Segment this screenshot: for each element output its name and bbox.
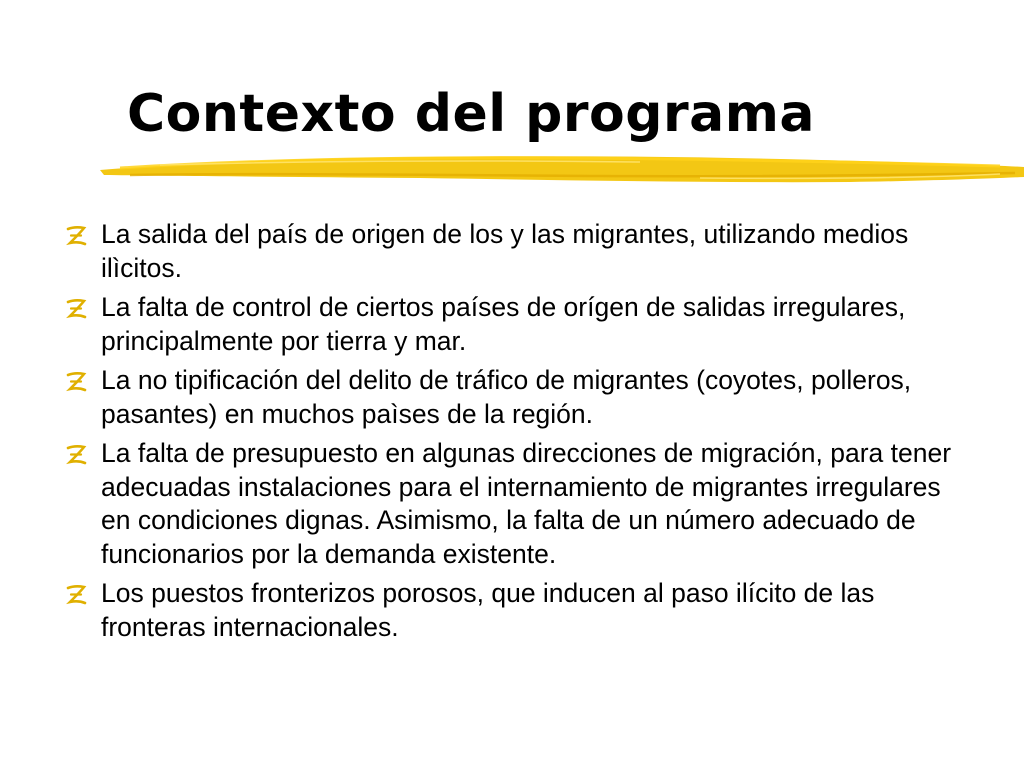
bullet-item (64, 437, 969, 571)
bullet-item (64, 577, 969, 644)
bullet-text: La falta de presupuesto en algunas direcciones de migración, para tener adecuadas instalaciones para el internamiento de migrantes irregulares en condiciones dignas. Asimismo, la falta de un número adecuado de funcionarios por la demanda existente. (101, 438, 952, 569)
bullet-text: La falta de control de ciertos países de orígen de salidas irregulares, principalmente por tierra y mar. (101, 292, 906, 356)
bullet-list (64, 218, 969, 650)
z-swirl-bullet-icon (64, 291, 92, 324)
z-swirl-bullet-icon (64, 437, 92, 470)
brush-underline-decoration (100, 148, 1024, 188)
bullet-item (64, 291, 969, 358)
bullet-text: La no tipificación del delito de tráfico de migrantes (coyotes, polleros, pasantes) en muchos paìses de la región. (101, 365, 912, 429)
bullet-text: La salida del país de origen de los y las migrantes, utilizando medios ilìcitos. (101, 219, 909, 283)
bullet-text: Los puestos fronterizos porosos, que inducen al paso ilícito de las fronteras internacionales. (101, 578, 875, 642)
slide-title: Contexto del programa (127, 84, 815, 144)
bullet-item (64, 218, 969, 285)
z-swirl-bullet-icon (64, 577, 92, 610)
bullet-item (64, 364, 969, 431)
z-swirl-bullet-icon (64, 364, 92, 397)
z-swirl-bullet-icon (64, 218, 92, 251)
